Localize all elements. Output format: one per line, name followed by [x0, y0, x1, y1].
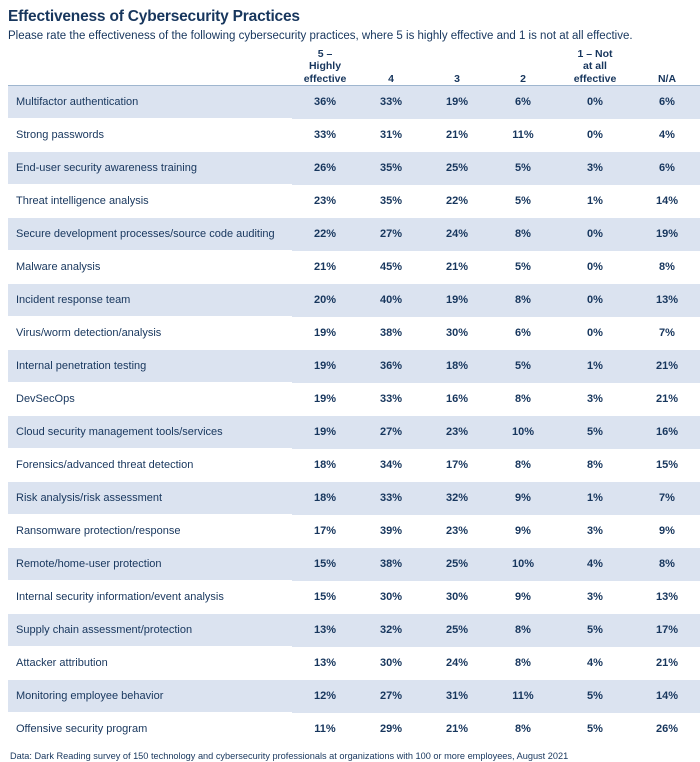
cell-value: 6% — [490, 86, 556, 119]
row-label: Monitoring employee behavior — [8, 680, 292, 713]
cell-value: 0% — [556, 317, 634, 350]
cell-value: 33% — [292, 119, 358, 152]
row-label: Attacker attribution — [8, 647, 292, 680]
cell-value: 30% — [424, 317, 490, 350]
table-row — [8, 680, 700, 713]
cell-value: 10% — [490, 416, 556, 449]
source-note: Data: Dark Reading survey of 150 technology and cybersecurity professionals at organizations with 100 or more employees, August 2021 — [10, 751, 569, 762]
cell-value: 7% — [634, 482, 700, 515]
cell-value: 13% — [292, 647, 358, 680]
cell-value: 36% — [358, 350, 424, 383]
cell-value: 5% — [556, 416, 634, 449]
cell-value: 9% — [634, 515, 700, 548]
column-header-5-line3: effective — [303, 72, 347, 85]
cell-value: 13% — [292, 614, 358, 647]
table-row — [8, 119, 700, 152]
cell-value: 5% — [490, 251, 556, 284]
cell-value: 4% — [556, 548, 634, 581]
cell-value: 21% — [634, 383, 700, 416]
column-header-3: 3 — [424, 48, 490, 86]
row-label: Forensics/advanced threat detection — [8, 449, 292, 482]
row-label: DevSecOps — [8, 383, 292, 416]
cell-value: 15% — [292, 548, 358, 581]
cell-value: 27% — [358, 680, 424, 713]
cell-value: 15% — [292, 581, 358, 614]
table-row — [8, 383, 700, 416]
cell-value: 5% — [556, 713, 634, 746]
table-row — [8, 350, 700, 383]
cell-value: 19% — [292, 317, 358, 350]
cell-value: 21% — [424, 119, 490, 152]
cell-value: 21% — [292, 251, 358, 284]
cell-value: 35% — [358, 185, 424, 218]
row-label: Threat intelligence analysis — [8, 185, 292, 218]
table-row — [8, 515, 700, 548]
cell-value: 14% — [634, 185, 700, 218]
cell-value: 5% — [556, 680, 634, 713]
cell-value: 18% — [292, 482, 358, 515]
row-label: Remote/home-user protection — [8, 548, 292, 581]
table-row — [8, 548, 700, 581]
cell-value: 11% — [292, 713, 358, 746]
cell-value: 0% — [556, 251, 634, 284]
cell-value: 8% — [634, 548, 700, 581]
cell-value: 21% — [424, 251, 490, 284]
cell-value: 23% — [424, 416, 490, 449]
column-header-5 — [292, 48, 358, 86]
cell-value: 16% — [634, 416, 700, 449]
cell-value: 38% — [358, 317, 424, 350]
page-subtitle: Please rate the effectiveness of the following cybersecurity practices, where 5 is highly effective and 1 is not at all effective. — [8, 29, 633, 42]
cell-value: 1% — [556, 482, 634, 515]
page-title: Effectiveness of Cybersecurity Practices — [8, 8, 300, 25]
cell-value: 8% — [490, 284, 556, 317]
cell-value: 35% — [358, 152, 424, 185]
cell-value: 0% — [556, 86, 634, 119]
cell-value: 30% — [358, 647, 424, 680]
row-label: Supply chain assessment/protection — [8, 614, 292, 647]
cell-value: 21% — [424, 713, 490, 746]
cell-value: 14% — [634, 680, 700, 713]
cell-value: 19% — [424, 86, 490, 119]
column-header-practice — [8, 48, 292, 86]
column-header-na: N/A — [634, 48, 700, 86]
cell-value: 26% — [292, 152, 358, 185]
cell-value: 0% — [556, 119, 634, 152]
row-label: Secure development processes/source code auditing — [8, 218, 292, 251]
cell-value: 5% — [490, 350, 556, 383]
cell-value: 0% — [556, 284, 634, 317]
cell-value: 18% — [424, 350, 490, 383]
cell-value: 19% — [292, 416, 358, 449]
cell-value: 9% — [490, 515, 556, 548]
cell-value: 5% — [490, 152, 556, 185]
cell-value: 23% — [424, 515, 490, 548]
table-row — [8, 416, 700, 449]
cell-value: 7% — [634, 317, 700, 350]
cell-value: 22% — [424, 185, 490, 218]
cell-value: 8% — [490, 713, 556, 746]
column-header-1-line1: 1 – Not — [577, 47, 613, 60]
cell-value: 10% — [490, 548, 556, 581]
cell-value: 24% — [424, 647, 490, 680]
table-row — [8, 317, 700, 350]
column-header-5-line1: 5 – — [317, 47, 333, 60]
row-label: Ransomware protection/response — [8, 515, 292, 548]
cell-value: 21% — [634, 350, 700, 383]
table-row — [8, 152, 700, 185]
cell-value: 8% — [634, 251, 700, 284]
column-header-1-line3: effective — [573, 72, 617, 85]
cell-value: 8% — [556, 449, 634, 482]
cell-value: 29% — [358, 713, 424, 746]
cell-value: 4% — [634, 119, 700, 152]
cell-value: 6% — [634, 86, 700, 119]
cell-value: 9% — [490, 482, 556, 515]
cell-value: 17% — [634, 614, 700, 647]
cell-value: 19% — [292, 383, 358, 416]
cell-value: 40% — [358, 284, 424, 317]
cell-value: 19% — [292, 350, 358, 383]
cell-value: 26% — [634, 713, 700, 746]
table-row — [8, 713, 700, 746]
cell-value: 8% — [490, 647, 556, 680]
cell-value: 18% — [292, 449, 358, 482]
table-body — [8, 86, 700, 746]
cell-value: 20% — [292, 284, 358, 317]
cell-value: 6% — [490, 317, 556, 350]
column-header-4: 4 — [358, 48, 424, 86]
cell-value: 4% — [556, 647, 634, 680]
column-header-1-line2: at all — [583, 60, 607, 73]
cell-value: 27% — [358, 416, 424, 449]
table-row — [8, 647, 700, 680]
cell-value: 27% — [358, 218, 424, 251]
row-label: End-user security awareness training — [8, 152, 292, 185]
cell-value: 38% — [358, 548, 424, 581]
cell-value: 8% — [490, 383, 556, 416]
cell-value: 8% — [490, 614, 556, 647]
table-row — [8, 185, 700, 218]
cell-value: 9% — [490, 581, 556, 614]
cell-value: 16% — [424, 383, 490, 416]
cell-value: 3% — [556, 152, 634, 185]
effectiveness-table — [8, 48, 700, 746]
cell-value: 15% — [634, 449, 700, 482]
cell-value: 25% — [424, 548, 490, 581]
table-row — [8, 284, 700, 317]
cell-value: 3% — [556, 383, 634, 416]
row-label: Malware analysis — [8, 251, 292, 284]
cell-value: 36% — [292, 86, 358, 119]
column-header-2: 2 — [490, 48, 556, 86]
cell-value: 25% — [424, 152, 490, 185]
column-header-1 — [556, 48, 634, 86]
cell-value: 11% — [490, 119, 556, 152]
cell-value: 33% — [358, 86, 424, 119]
column-header-5-line2: Highly — [308, 60, 342, 73]
cell-value: 23% — [292, 185, 358, 218]
cell-value: 5% — [556, 614, 634, 647]
cell-value: 31% — [424, 680, 490, 713]
cell-value: 32% — [358, 614, 424, 647]
table-row — [8, 614, 700, 647]
table-row — [8, 251, 700, 284]
cell-value: 0% — [556, 218, 634, 251]
row-label: Incident response team — [8, 284, 292, 317]
cell-value: 31% — [358, 119, 424, 152]
table-row — [8, 449, 700, 482]
table-header — [8, 48, 700, 86]
table-row — [8, 218, 700, 251]
table-row — [8, 482, 700, 515]
cell-value: 5% — [490, 185, 556, 218]
cell-value: 8% — [490, 218, 556, 251]
cell-value: 33% — [358, 383, 424, 416]
cell-value: 17% — [424, 449, 490, 482]
cell-value: 19% — [424, 284, 490, 317]
cell-value: 22% — [292, 218, 358, 251]
table-row — [8, 581, 700, 614]
cell-value: 33% — [358, 482, 424, 515]
cell-value: 30% — [358, 581, 424, 614]
row-label: Internal penetration testing — [8, 350, 292, 383]
row-label: Strong passwords — [8, 119, 292, 152]
cell-value: 25% — [424, 614, 490, 647]
cell-value: 24% — [424, 218, 490, 251]
cell-value: 30% — [424, 581, 490, 614]
cell-value: 6% — [634, 152, 700, 185]
row-label: Multifactor authentication — [8, 86, 292, 119]
row-label: Risk analysis/risk assessment — [8, 482, 292, 515]
cell-value: 39% — [358, 515, 424, 548]
cell-value: 12% — [292, 680, 358, 713]
cell-value: 3% — [556, 515, 634, 548]
row-label: Offensive security program — [8, 713, 292, 746]
cell-value: 21% — [634, 647, 700, 680]
cell-value: 32% — [424, 482, 490, 515]
row-label: Internal security information/event analysis — [8, 581, 292, 614]
cell-value: 3% — [556, 581, 634, 614]
row-label: Virus/worm detection/analysis — [8, 317, 292, 350]
cell-value: 8% — [490, 449, 556, 482]
cell-value: 17% — [292, 515, 358, 548]
table-row — [8, 86, 700, 119]
cell-value: 19% — [634, 218, 700, 251]
cell-value: 11% — [490, 680, 556, 713]
cell-value: 45% — [358, 251, 424, 284]
cell-value: 1% — [556, 185, 634, 218]
cell-value: 13% — [634, 284, 700, 317]
cell-value: 34% — [358, 449, 424, 482]
row-label: Cloud security management tools/services — [8, 416, 292, 449]
cell-value: 13% — [634, 581, 700, 614]
cell-value: 1% — [556, 350, 634, 383]
